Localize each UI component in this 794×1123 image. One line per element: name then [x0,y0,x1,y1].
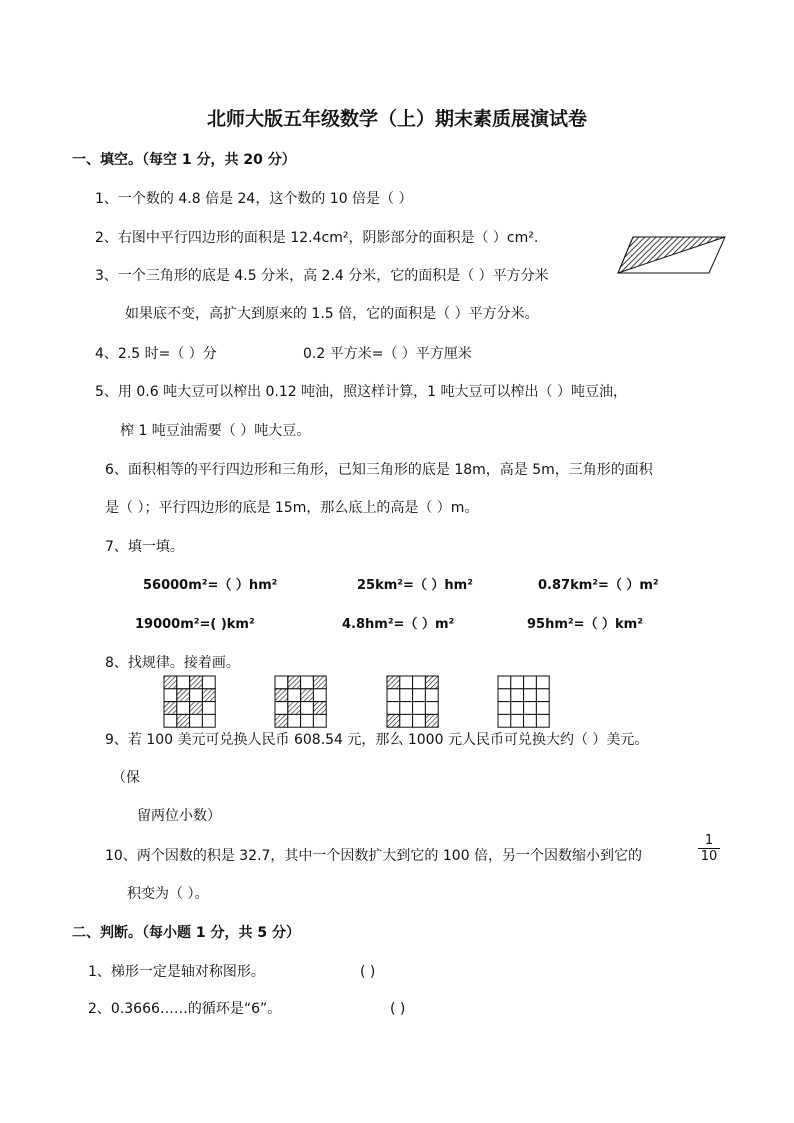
empty-cell [413,702,426,715]
judge-2: 2、0.3666……的循环是“6”。 [88,1001,282,1017]
empty-cell [275,702,288,715]
q7-item-6: 95hm²=（ ）km² [527,617,643,632]
shaded-cell [425,676,438,689]
shaded-cell [301,689,314,702]
empty-cell [536,689,549,702]
empty-cell [288,714,301,727]
empty-cell [536,702,549,715]
question-5b: 榨 1 吨豆油需要（ ）吨大豆。 [120,423,311,439]
q7-item-3: 0.87km²=（ ）m² [538,578,659,593]
shaded-cell [275,689,288,702]
question-3b: 如果底不变，高扩大到原来的 1.5 倍，它的面积是（ ）平方分米。 [125,306,539,322]
shaded-cell [202,689,215,702]
shaded-cell [288,676,301,689]
empty-cell [275,676,288,689]
empty-cell [400,714,413,727]
empty-cell [425,702,438,715]
empty-cell [524,714,537,727]
shaded-cell [275,714,288,727]
empty-cell [400,689,413,702]
empty-cell [400,702,413,715]
empty-cell [313,689,326,702]
empty-cell [511,676,524,689]
empty-cell [190,689,203,702]
empty-cell [524,702,537,715]
empty-cell [177,702,190,715]
empty-cell [400,676,413,689]
page-title: 北师大版五年级数学（上）期末素质展演试卷 [206,108,587,130]
empty-cell [202,676,215,689]
empty-cell [536,714,549,727]
q7-item-5: 4.8hm²=（ ）m² [342,617,455,632]
judge-1: 1、梯形一定是轴对称图形。 [88,964,265,980]
question-5a: 5、用 0.6 吨大豆可以榨出 0.12 吨油，照这样计算，1 吨大豆可以榨出（ ）吨豆油， [95,384,627,400]
question-10a: 10、两个因数的积是 32.7，其中一个因数扩大到它的 100 倍，另一个因数缩小到它的 [105,848,643,864]
section2-heading: 二、判断。（每小题 1 分，共 5 分） [72,925,300,941]
shaded-cell [164,676,177,689]
empty-cell [524,676,537,689]
empty-cell [511,689,524,702]
empty-cell [524,689,537,702]
shaded-cell [177,689,190,702]
section1-heading: 一、填空。（每空 1 分，共 20 分） [72,152,296,168]
empty-cell [413,689,426,702]
pattern-grid-2 [275,676,326,727]
empty-cell [301,676,314,689]
shaded-cell [190,702,203,715]
question-10b: 积变为（ ）。 [127,886,209,902]
empty-cell [301,714,314,727]
question-6a: 6、面积相等的平行四边形和三角形，已知三角形的底是 18m，高是 5m，三角形的面积 [105,462,653,478]
q7-item-2: 25km²=（ ）hm² [357,578,473,593]
empty-cell [498,702,511,715]
empty-cell [387,689,400,702]
judge-1-answer: ( ) [360,964,376,980]
shaded-cell [387,714,400,727]
pattern-grid-1 [164,676,215,727]
shaded-cell [177,714,190,727]
empty-cell [202,714,215,727]
empty-cell [313,714,326,727]
q7-item-4: 19000m²=( )km² [135,617,255,632]
pattern-grid-3 [387,676,438,727]
question-9a: 9、若 100 美元可兑换人民币 608.54 元，那么 1000 元人民币可兑换大约（ ）美元。 [105,732,649,748]
empty-cell [511,702,524,715]
shaded-cell [288,702,301,715]
question-1: 1、一个数的 4.8 倍是 24，这个数的 10 倍是（ ） [95,191,413,207]
empty-cell [498,714,511,727]
empty-cell [511,714,524,727]
empty-cell [413,676,426,689]
fraction-numerator: 1 [704,833,714,848]
shaded-cell [313,702,326,715]
question-7: 7、填一填。 [105,539,184,555]
question-8: 8、找规律。接着画。 [105,655,240,671]
empty-cell [301,702,314,715]
pattern-grid-4 [498,676,549,727]
empty-cell [202,702,215,715]
question-6b: 是（ ）；平行四边形的底是 15m，那么底上的高是（ ）m。 [105,500,479,516]
empty-cell [288,689,301,702]
fraction-one-tenth [698,833,720,864]
q7-item-1: 56000m²=（ ）hm² [143,578,278,593]
shaded-cell [190,676,203,689]
empty-cell [177,676,190,689]
question-3a: 3、一个三角形的底是 4.5 分米，高 2.4 分米，它的面积是（ ）平方分米 [95,268,549,284]
question-2: 2、右图中平行四边形的面积是 12.4cm²，阴影部分的面积是（ ）cm². [95,230,539,246]
empty-cell [164,714,177,727]
empty-cell [498,676,511,689]
question-9c: 留两位小数） [137,808,221,824]
question-4a: 4、2.5 时=（ ）分 [95,346,217,362]
shaded-cell [313,676,326,689]
shaded-cell [425,714,438,727]
empty-cell [387,702,400,715]
empty-cell [190,714,203,727]
empty-cell [164,689,177,702]
empty-cell [536,676,549,689]
shaded-cell [387,676,400,689]
empty-cell [498,689,511,702]
judge-2-answer: ( ) [390,1001,406,1017]
question-4b: 0.2 平方米=（ ）平方厘米 [303,346,472,362]
question-9b: （保 [112,770,140,786]
empty-cell [425,689,438,702]
shaded-cell [164,702,177,715]
fraction-denominator: 10 [698,848,720,864]
empty-cell [413,714,426,727]
